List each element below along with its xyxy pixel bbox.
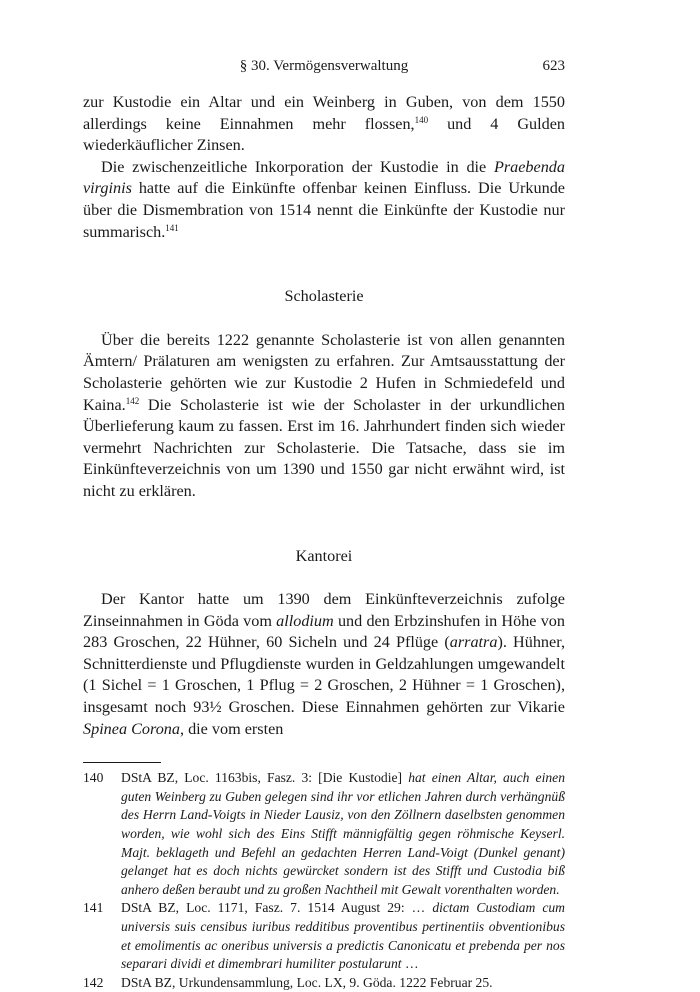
footnote-ref[interactable]: 140 <box>414 114 429 125</box>
footnote-140 <box>83 769 565 899</box>
text-run: hatte auf die Einkünfte offenbar keinen Einfluss. Die Urkunde über die Dismembration von 1514 nennt die Einkünfte der Kustodie nur summarisch. <box>83 179 565 241</box>
text-run: , die vom ersten <box>179 719 284 738</box>
footnote-ref[interactable]: 141 <box>165 222 179 233</box>
running-head <box>83 58 565 80</box>
italic-term: allodium <box>276 611 334 630</box>
text-run: und den Erbzinshufen in Höhe von 283 Groschen, 22 Hühner, 60 Sicheln und 24 Pflüge ( <box>83 611 565 652</box>
footnote-text: … <box>401 956 419 972</box>
text-run: Die Scholasterie ist wie der Scholaster in der urkundlichen Überlieferung kaum zu fassen. Erst im 16. Jahrhundert finden sich wieder vermehrt Nachrichten zur Scholasterie. Die Tatsache, dass sie im Einkünfteverzeichnis von um 1390 und 1550 gar nicht erwähnt wird, ist nicht zu erklären. <box>83 395 565 500</box>
footnote-text: DStA BZ, Loc. 1171, Fasz. 7. 1514 August 29: … <box>121 900 433 916</box>
footnote-number: 141 <box>83 900 104 916</box>
footnote-text: DStA BZ, Urkundensammlung, Loc. LX, 9. Göda. 1222 Februar 25. <box>121 974 493 990</box>
running-title: § 30. Vermögensverwaltung <box>239 58 409 74</box>
section-heading-scholasterie: Scholasterie <box>284 287 364 306</box>
text-run: und 4 Gulden wiederkäuflicher Zinsen. <box>83 114 566 155</box>
italic-term: Praebenda virginis <box>83 157 565 198</box>
footnote-number: 142 <box>83 974 104 990</box>
italic-term: arratra <box>449 633 498 652</box>
footnote-ref[interactable]: 142 <box>125 395 140 406</box>
text-run: Die zwischenzeitliche Inkorporation der Kustodie in die <box>101 157 494 176</box>
paragraph <box>83 157 565 243</box>
text-run: zur Kustodie ein Altar und ein Weinberg in Guben, von dem 1550 allerdings keine Einnahmen mehr flossen, <box>83 93 565 133</box>
book-page <box>83 58 565 992</box>
text-run: ). Hühner, Schnitterdienste und Pflugdienste wurden in Geldzahlungen umgewandelt (1 Sichel = 1 Groschen, 1 Pflug = 2 Groschen, 2 Hühner = 1 Groschen), insgesamt noch 93½ Groschen. Diese Einnahmen gehörten zur Vikarie <box>83 633 565 717</box>
footnote-quote: dictam Custodiam cum universis suis censibus iuribus redditibus proventibus pertinentiis obventionibus et emolimentis ac oneribus universis a predictis Canonicatu et prebenda per nos separari dividi et dimembrari humiliter postularunt <box>121 900 565 972</box>
footnote-number: 140 <box>83 770 104 786</box>
main-text <box>83 92 565 740</box>
italic-term: Spinea Corona <box>83 719 180 738</box>
section-heading-kantorei: Kantorei <box>295 546 353 565</box>
footnote-quote: hat einen Altar, auch einen guten Weinberg zu Guben gelegen sind ihr vor etlichen Jahren durch verhängnüß des Herrn Land-Voigts in Nieder Lausiz, von den Zöllnern daselbsten genommen worden, wie wohl sich des Eins Stifft männigfältig gegen röhmische Keyserl. Majt. beklageth und Befehl an gedachten Herren Land-Voigt (Dunkel genant) gelanget hat es doch nichts gewürcket sondern ist des Stifft und Custodia biß anhero deßen beraubt und zu großen Nachtheil mit Gewalt vorenthalten worden. <box>121 770 565 897</box>
footnote-divider <box>83 762 161 763</box>
footnote-142 <box>83 974 565 992</box>
paragraph <box>83 92 565 157</box>
footnote-141 <box>83 899 565 973</box>
paragraph <box>83 330 565 503</box>
footnote-text: DStA BZ, Loc. 1163bis, Fasz. 3: [Die Kustodie] <box>121 770 409 786</box>
footnotes <box>83 769 565 992</box>
paragraph <box>83 589 565 740</box>
text-run: Der Kantor hatte um 1390 dem Einkünfteverzeichnis zufolge Zinseinnahmen in Göda vom <box>83 590 565 630</box>
text-run: Über die bereits 1222 genannte Scholasterie ist von allen genannten Ämtern/ Prälaturen am wenigsten zu erfahren. Zur Amtsausstattung der Scholasterie gehörten wie zur Kustodie 2 Hufen in Schmiedefeld und Kaina. <box>83 330 565 414</box>
page-number: 623 <box>542 58 565 74</box>
